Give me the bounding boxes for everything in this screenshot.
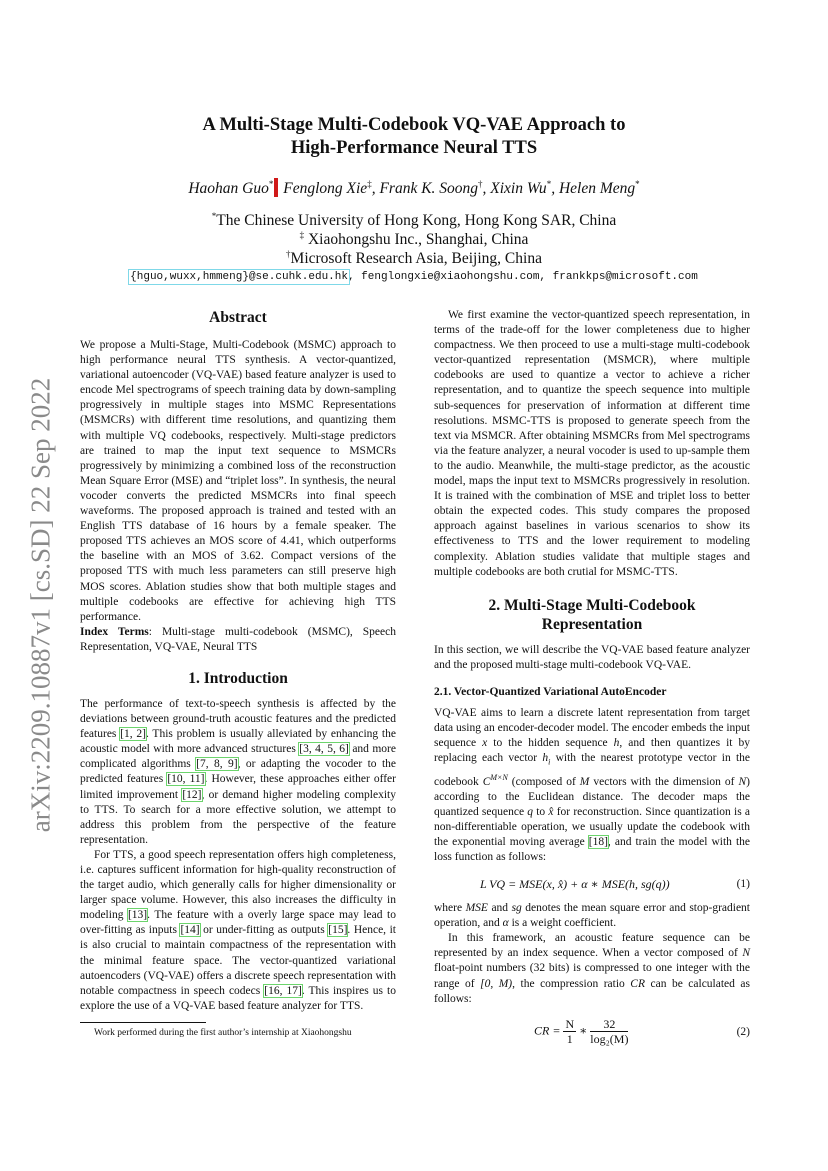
equation-2: CR = $\frac{N}{1}$ ∗ $\frac{32}{\text{log₂(M)}}$ [534,1016,629,1046]
citation-link[interactable]: [16, 17] [264,984,302,997]
author-list: Haohan Guo* Fenglong Xie‡, Frank K. Soong†, Xixin Wu*, Helen Meng* [188,178,640,197]
subsection-2-1-heading: 2.1. Vector-Quantized Variational AutoEncoder [434,685,667,698]
author-name: Fenglong Xie [283,180,368,197]
author-mark: ‡ [367,178,372,189]
affiliation: †Microsoft Research Asia, Beijing, China [286,249,542,268]
author-mark: † [478,178,483,189]
vqvae-paragraph: VQ-VAE aims to learn a discrete latent representation from target data using an encoder-decoder model. The encoder embeds the input sequence x to the hidden sequence h, and then quantizes it by replacing each vector $h_i$ with the nearest prototype vector in the codebook $C^{M\times N}$ (composed of M vectors with the dimension of N) according to the Euclidean distance. The decoder maps the quantized sequence q to x̂ for reconstruction. Since quantization is a non-differentiable operation, we usually update the codebook with the exponential moving average [18], and train the model with the loss function as follows: [434,706,750,863]
title-line-1: A Multi-Stage Multi-Codebook VQ-VAE Approach to [202,115,626,135]
introduction-heading: 1. Introduction [188,669,288,687]
index-terms: Index Terms: Multi-stage multi-codebook (MSMC), Speech Representation, VQ-VAE, Neural TTS [80,625,396,653]
author-name: Haohan Guo [188,180,269,197]
section-2-intro: In this section, we will describe the VQ-VAE based feature analyzer and the proposed multi-stage multi-codebook VQ-VAE. [434,643,750,671]
section-2-heading: 2. Multi-Stage Multi-Codebook Representation [488,596,696,633]
abstract-body: We propose a Multi-Stage, Multi-Codebook (MSMC) approach to high performance neural TTS synthesis. A vector-quantized, variational autoencoder (VQ-VAE) based feature analyzer is used to encode Mel spectrograms of speech training data by down-sampling progressively in multiple stages into MSMC Representations (MSMCRs) with different time resolutions, and quantizing them with multiple VQ codebooks, respectively. Multi-stage predictors are trained to map the input text sequence to MSMCRs progressively by minimizing a combined loss of the reconstruction Mean Square Error (MSE) and “triplet loss”. In synthesis, the neural vocoder converts the predicted MSMCRs into final speech waveforms. The proposed approach is trained and tested with an English TTS database of 16 hours by a female speaker. The proposed TTS achieves an MOS score of 4.41, which outperforms the baseline with an MOS of 3.62. Compact versions of the proposed TTS with much less parameters can still preserve high MOS scores. Ablation studies show that both multiple stages and multiple codebooks are effective for achieving high TTS performance. [80,339,396,623]
author-name: Frank K. Soong [379,180,479,197]
citation-link[interactable]: [13] [127,909,148,922]
equation-1-block [434,865,750,901]
author-mark: * [268,178,274,189]
citation-link[interactable]: [14] [180,924,200,937]
citation-link[interactable]: [1, 2] [120,728,146,741]
email-text: , fenglongxie@xiaohongshu.com, frankkps@microsoft.com [347,271,698,283]
footnote-rule [80,1022,206,1023]
intro-paragraph-3: We first examine the vector-quantized speech representation, in terms of the trade-off for the lower completeness due to higher compactness. We then proceed to use a multi-stage multi-codebook vector-quantized representation (MSMCR), where multiple codebooks are used to quantize a vector to achieve a richer representation, and to quantize the speech sequence into multiple sub-sequences for preservation of information at different time resolutions. MSMC-TTS is proposed to generate speech from the text via MSMCR. After obtaining MSMCRs from Mel spectrograms via the feature analyzer, a neural vocoder is used to up-sample them to the audio. Meanwhile, the multi-stage predictor, as the acoustic model, maps the input text to MSMCRs progressively in resolution. It is trained with the combination of MSE and triplet loss to better obtain the expected codes. This study compares the proposed approach against baselines in various scenarios to show its effectiveness to TTS and the lower requirement to modeling complexity. Ablation studies validate that multiple stages and multiple codebooks are both crutial for MSMC-TTS. [434,309,750,578]
footnote: Work performed during the first author’s internship at Xiaohongshu [94,1028,352,1038]
text-cursor-marker [274,178,278,197]
citation-link[interactable]: [7, 8, 9] [196,758,238,771]
author-name: Helen Meng [558,180,636,197]
author-mark: * [635,178,640,189]
equation-number: (1) [736,878,750,891]
right-column [434,308,750,1055]
intro-paragraph-1: The performance of text-to-speech synthesis is affected by the deviations between ground-truth acoustic features and the predicted features [1, 2]. This problem is usually alleviated by enhancing the acoustic model with more advanced structures [3, 4, 5, 6] and more complicated algorithms [7, 8, 9], or adapting the vocoder to the predicted features [10, 11]. However, these approaches either offer limited improvement [12], or demand higher modeling complexity to TTS. To search for a more effective solution, we attempt to address this problem from the perspective of the feature representation. [80,697,396,846]
author-emails [60,271,768,283]
citation-link[interactable]: [3, 4, 5, 6] [299,743,349,756]
affiliation: ‡ Xiaohongshu Inc., Shanghai, China [299,230,529,249]
citation-link[interactable]: [12] [182,788,202,801]
arxiv-identifier: arXiv:2209.10887v1 [cs.SD] 22 Sep 2022 [25,377,56,833]
compression-paragraph: In this framework, an acoustic feature sequence can be represented by an index sequence. When a vector composed of N float-point numbers (32 bits) is compressed to one integer with the range of [0, M), the compression ratio CR can be calculated as follows: [434,932,750,1005]
citation-link[interactable]: [18] [588,835,608,848]
intro-paragraph-2: For TTS, a good speech representation offers high completeness, i.e. captures sufficent information for high-quality reconstruction of the target audio, which generally calls for higher dimensionality or larger space volume. However, this also increases the difficulty in modeling [13]. The feature with a overly large space may lead to over-fitting as inputs [14] or under-fitting as outputs [15]. Hence, it is also crucial to maintain compactness of the representation with the minimal feature space. The vector-quantized variational autoencoders (VQ-VAE) offers a discrete speech representation with notable compactness in speech codecs [16, 17]. This inspires us to explore the use of a VQ-VAE based feature analyzer for TTS. [80,848,396,1012]
title-line-2: High-Performance Neural TTS [290,138,538,158]
email-link[interactable]: {hguo,wuxx,hmmeng}@se.cuhk.edu.hk [130,271,348,283]
citation-link[interactable]: [10, 11] [167,773,205,786]
equation-2-block [434,1011,750,1055]
equation-1: L VQ = MSE(x, x̂) + α ∗ MSE(h, sg(q)) [480,877,670,892]
affiliation: *The Chinese University of Hong Kong, Hong Kong SAR, China [211,211,617,230]
paper-title [100,114,728,160]
author-mark: * [546,178,552,189]
equation-number: (2) [736,1025,750,1038]
equation-explanation: where MSE and sg denotes the mean square error and stop-gradient operation, and α is a weight coefficient. [434,902,750,930]
left-column [80,308,396,1014]
citation-link[interactable]: [15] [328,924,348,937]
abstract-heading: Abstract [209,309,267,326]
author-name: Xixin Wu [490,180,547,197]
